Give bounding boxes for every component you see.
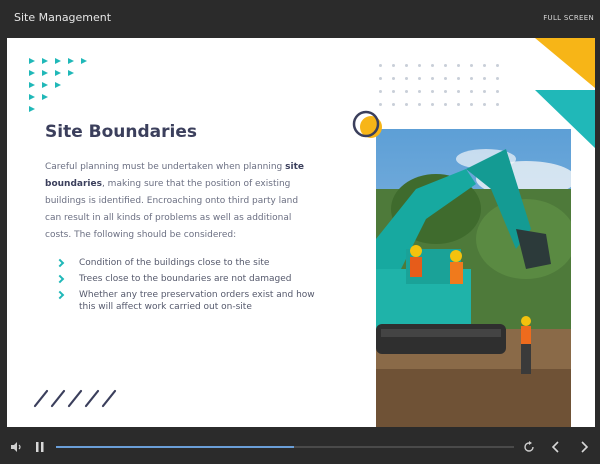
- decorative-dot: [444, 103, 447, 106]
- decorative-dot: [444, 64, 447, 67]
- progress-bar[interactable]: [56, 446, 514, 448]
- decorative-dot: [392, 103, 395, 106]
- decorative-dot: [418, 64, 421, 67]
- progress-bar-fill: [56, 446, 294, 448]
- decorative-dot: [483, 77, 486, 80]
- decorative-slashes: [33, 388, 123, 408]
- list-item-text: Condition of the buildings close to the site: [79, 258, 270, 268]
- bullet-list: [57, 257, 317, 317]
- volume-icon[interactable]: [10, 441, 22, 453]
- decorative-dot: [496, 77, 499, 80]
- decorative-dot: [379, 77, 382, 80]
- decorative-dot: [379, 103, 382, 106]
- decorative-dot: [496, 64, 499, 67]
- decorative-dot: [405, 64, 408, 67]
- list-item-text: Trees close to the boundaries are not damaged: [79, 274, 292, 284]
- decorative-dot: [418, 90, 421, 93]
- replay-icon[interactable]: [523, 441, 535, 453]
- decorative-dot: [496, 90, 499, 93]
- decorative-dot: [431, 77, 434, 80]
- decorative-dot: [379, 64, 382, 67]
- decorative-dot: [431, 90, 434, 93]
- decorative-dot: [392, 77, 395, 80]
- slide-body-text: [45, 159, 305, 244]
- decorative-dot: [405, 90, 408, 93]
- next-slide-icon[interactable]: [579, 441, 589, 453]
- decorative-dot: [431, 64, 434, 67]
- decorative-dot: [444, 90, 447, 93]
- decorative-dot: [457, 77, 460, 80]
- decorative-dot: [431, 103, 434, 106]
- body-text-part: , making sure that the position of existing buildings is identified. Encroaching onto third party land can result in all kinds of problems as well as additional costs. The following should be considered:: [45, 179, 299, 240]
- decorative-dot: [457, 90, 460, 93]
- decorative-dot: [496, 103, 499, 106]
- chevron-right-icon: [56, 275, 64, 283]
- excavator-photo: [376, 129, 571, 427]
- fullscreen-button[interactable]: FULL SCREEN: [543, 14, 594, 22]
- decorative-dot: [444, 77, 447, 80]
- decorative-dot: [405, 103, 408, 106]
- decorative-dot: [418, 77, 421, 80]
- decorative-dot: [379, 90, 382, 93]
- decorative-dot: [470, 77, 473, 80]
- list-item: [57, 289, 317, 313]
- decorative-dot: [457, 64, 460, 67]
- pause-icon[interactable]: [36, 442, 44, 452]
- decorative-corner-triangles: [535, 38, 595, 148]
- title-bar: [0, 0, 600, 38]
- decorative-dot: [470, 90, 473, 93]
- slide-heading: Site Boundaries: [45, 122, 197, 142]
- decorative-dot: [405, 77, 408, 80]
- chevron-right-icon: [56, 259, 64, 267]
- decorative-dot-grid: [379, 64, 509, 106]
- decorative-dot: [392, 90, 395, 93]
- decorative-dot: [483, 64, 486, 67]
- body-text-bold: site boundaries: [45, 162, 304, 189]
- decorative-dot: [483, 90, 486, 93]
- body-text-part: Careful planning must be undertaken when planning: [45, 162, 286, 172]
- list-item: [57, 273, 317, 285]
- slide: [7, 38, 595, 427]
- decorative-dot: [418, 103, 421, 106]
- decorative-dot: [457, 103, 460, 106]
- course-title: Site Management: [14, 11, 112, 24]
- previous-slide-icon[interactable]: [551, 441, 561, 453]
- decorative-dot: [470, 64, 473, 67]
- list-item-text: Whether any tree preservation orders exist and how this will affect work carried out on-site: [79, 290, 315, 312]
- list-item: [57, 257, 317, 269]
- decorative-arrows: [29, 56, 94, 116]
- decorative-dot: [483, 103, 486, 106]
- chevron-right-icon: [56, 291, 64, 299]
- decorative-ring: [351, 109, 383, 141]
- decorative-dot: [470, 103, 473, 106]
- decorative-dot: [392, 64, 395, 67]
